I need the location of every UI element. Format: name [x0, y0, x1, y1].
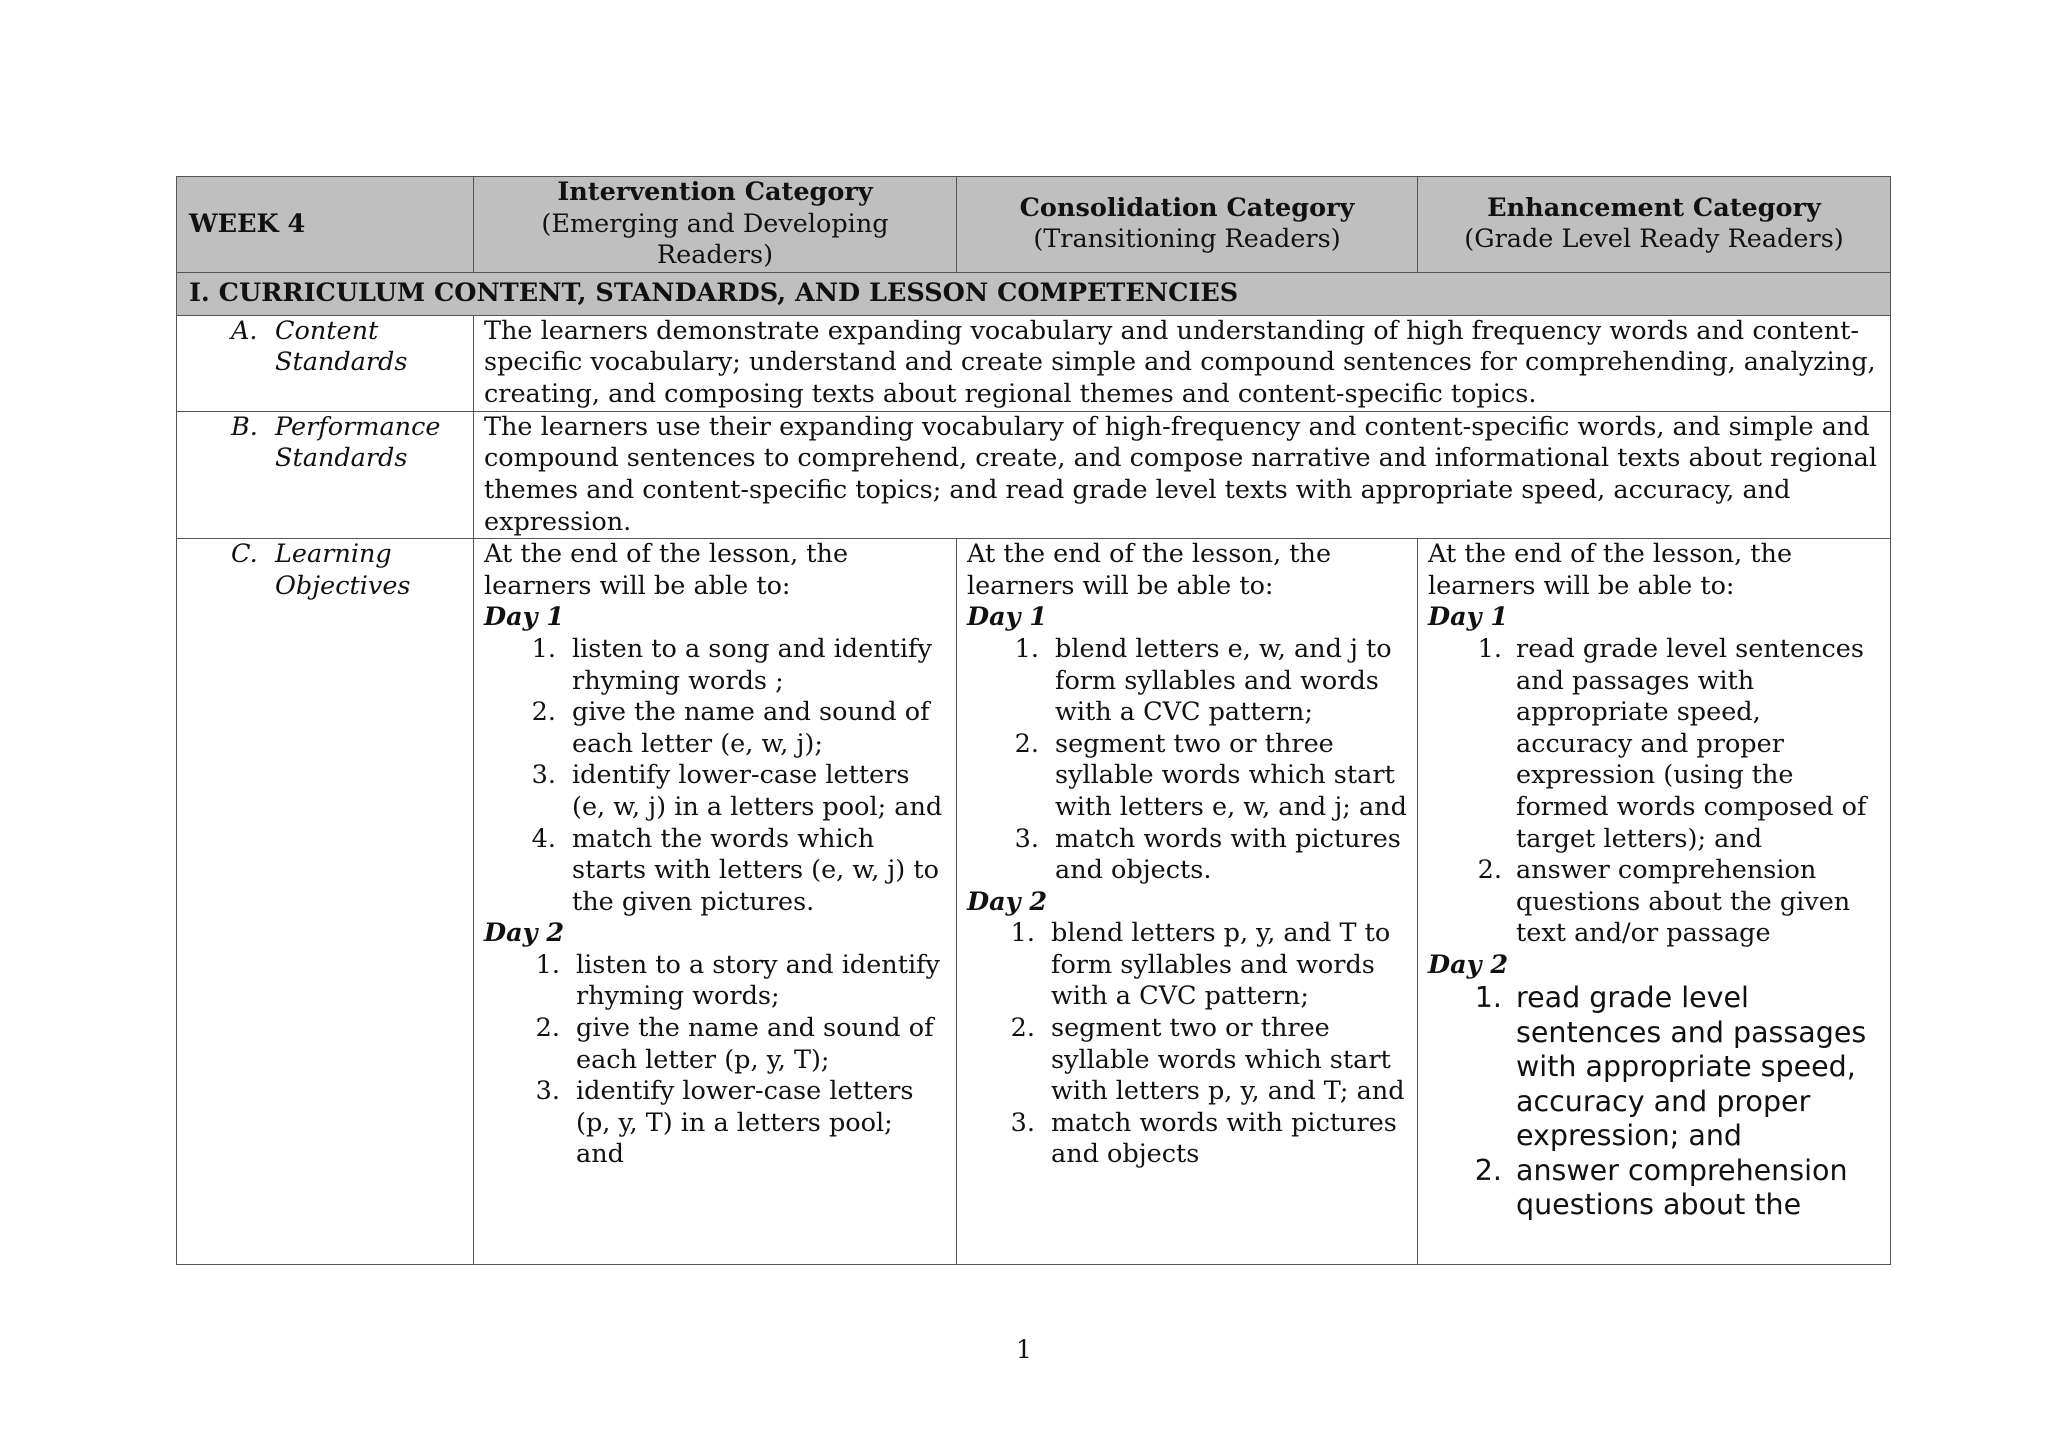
intervention-category-header: [474, 177, 957, 273]
list-item-text: identify lower-case letters (e, w, j) in a letters pool; and: [572, 760, 943, 822]
day-2-label: Day 2: [1428, 949, 1509, 980]
list-item-number: 2.: [1477, 855, 1502, 886]
list-item-number: 2.: [535, 1013, 560, 1044]
list-item-text: blend letters e, w, and j to form syllables and words with a CVC pattern;: [1055, 633, 1392, 728]
day-2-label: Day 2: [967, 886, 1048, 917]
day-1-list: [484, 634, 946, 918]
performance-standards-text: The learners use their expanding vocabulary of high-frequency and content-specific words, and simple and compound sentences to comprehend, create, and compose narrative and informational texts about regional themes and content-specific topics; and read grade level texts with appropriate speed, accuracy, and expression.: [474, 411, 1891, 538]
day-1-label: Day 1: [967, 602, 1048, 633]
list-item-number: 3.: [531, 760, 556, 791]
intervention-objectives: [474, 539, 957, 1265]
list-item-text: listen to a song and identify rhyming words ;: [572, 633, 932, 696]
row-label: Learning Objectives: [275, 539, 411, 601]
day-1-list: [967, 634, 1407, 887]
learning-objectives-row: [177, 539, 1891, 1265]
list-item: [1428, 1154, 1880, 1223]
list-item-text: identify lower-case letters (p, y, T) in a letters pool; and: [576, 1076, 914, 1170]
row-label: Content Standards: [275, 315, 408, 378]
list-item: [484, 760, 946, 823]
category-name: Enhancement Category: [1487, 192, 1821, 223]
list-item: [484, 1076, 946, 1171]
day-2-list: [967, 918, 1407, 1171]
list-item: [484, 697, 946, 760]
list-item-number: 2.: [1010, 1013, 1035, 1044]
day-2-list: [484, 950, 946, 1171]
list-item: [484, 634, 946, 697]
list-item-number: 1.: [531, 633, 556, 664]
day-1-label: Day 1: [1428, 602, 1509, 633]
list-item: [484, 1013, 946, 1076]
list-item-text: segment two or three syllable words which start with letters e, w, and j; and: [1055, 728, 1407, 822]
list-item-number: 1.: [1014, 633, 1039, 664]
list-item: [1428, 634, 1880, 855]
list-item-number: 3.: [1010, 1107, 1035, 1138]
content-standards-text: The learners demonstrate expanding vocabulary and understanding of high frequency words and content-specific vocabulary; understand and create simple and compound sentences for comprehending, analyzing, creating, and composing texts about regional themes and content-specific topics.: [474, 315, 1891, 411]
list-item-text: match words with pictures and objects.: [1055, 823, 1401, 886]
list-item: [484, 950, 946, 1013]
list-item-number: 3.: [1014, 823, 1039, 854]
list-item: [967, 1013, 1407, 1108]
consolidation-objectives: [957, 539, 1418, 1265]
list-item-text: match words with pictures and objects: [1051, 1107, 1397, 1170]
day-2-label: Day 2: [484, 918, 565, 949]
list-item: [967, 729, 1407, 824]
day-1-label: Day 1: [484, 602, 565, 633]
category-name: Consolidation Category: [1019, 192, 1355, 223]
list-item: [967, 1108, 1407, 1171]
list-item: [1428, 981, 1880, 1154]
list-item-text: blend letters p, y, and T to form syllables and words with a CVC pattern;: [1051, 918, 1391, 1012]
list-item-number: 1.: [1010, 918, 1035, 949]
list-item: [967, 918, 1407, 1013]
list-item-text: give the name and sound of each letter (e, w, j);: [572, 697, 930, 759]
list-item-number: 4.: [531, 823, 556, 854]
objectives-intro: At the end of the lesson, the learners will be able to:: [1428, 539, 1793, 601]
section-row: [177, 272, 1891, 315]
section-title: I. CURRICULUM CONTENT, STANDARDS, AND LESSON COMPETENCIES: [177, 272, 1891, 315]
list-item-number: 1.: [1474, 981, 1502, 1015]
learning-objectives-label: [177, 539, 474, 1265]
objectives-intro: At the end of the lesson, the learners will be able to:: [967, 539, 1332, 601]
content-standards-row: [177, 315, 1891, 411]
list-item-text: match the words which starts with letters (e, w, j) to the given pictures.: [572, 823, 939, 917]
content-standards-label: [177, 315, 474, 411]
consolidation-category-header: [957, 177, 1418, 273]
day-2-list: [1428, 981, 1880, 1223]
row-letter: A.: [231, 315, 258, 346]
list-item-number: 1.: [1477, 633, 1502, 664]
performance-standards-label: [177, 411, 474, 538]
table-header-row: [177, 177, 1891, 273]
objectives-intro: At the end of the lesson, the learners will be able to:: [484, 539, 849, 601]
list-item-text: listen to a story and identify rhyming words;: [576, 949, 940, 1012]
list-item-text: answer comprehension questions about the: [1516, 1153, 1848, 1222]
page-number: 1: [1016, 1335, 1032, 1364]
list-item: [484, 824, 946, 919]
list-item-text: segment two or three syllable words which start with letters p, y, and T; and: [1051, 1013, 1405, 1107]
list-item-number: 2.: [531, 697, 556, 728]
week-label: WEEK 4: [177, 177, 474, 273]
list-item-text: read grade level sentences and passages with appropriate speed, accuracy and proper expression (using the formed words composed of target letters); and: [1516, 633, 1867, 854]
category-subtitle: (Transitioning Readers): [1033, 224, 1341, 255]
category-name: Intervention Category: [557, 177, 873, 207]
row-letter: B.: [231, 411, 258, 442]
row-letter: C.: [231, 539, 258, 570]
category-subtitle: (Emerging and Developing Readers): [541, 208, 889, 271]
enhancement-category-header: [1418, 177, 1891, 273]
list-item-number: 2.: [1474, 1153, 1502, 1187]
list-item-number: 2.: [1014, 728, 1039, 759]
list-item: [967, 824, 1407, 887]
list-item-number: 3.: [535, 1076, 560, 1107]
enhancement-objectives: [1418, 539, 1891, 1265]
lesson-plan-table: [176, 176, 1891, 1265]
row-label: Performance Standards: [275, 411, 441, 474]
list-item: [1428, 855, 1880, 950]
day-1-list: [1428, 634, 1880, 950]
list-item-text: give the name and sound of each letter (p, y, T);: [576, 1013, 934, 1075]
list-item-text: read grade level sentences and passages with appropriate speed, accuracy and proper expression; and: [1516, 981, 1867, 1153]
list-item-number: 1.: [535, 949, 560, 980]
list-item: [967, 634, 1407, 729]
performance-standards-row: [177, 411, 1891, 538]
category-subtitle: (Grade Level Ready Readers): [1464, 224, 1844, 255]
list-item-text: answer comprehension questions about the given text and/or passage: [1516, 855, 1851, 949]
